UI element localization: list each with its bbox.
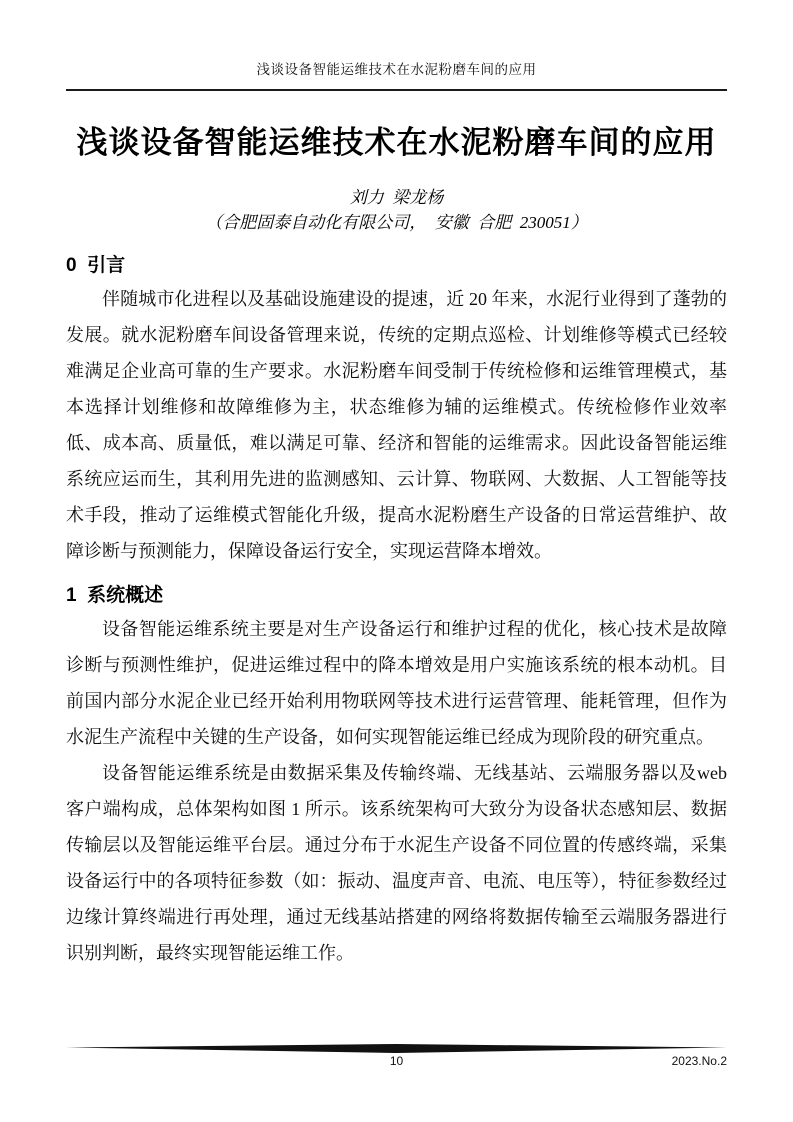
paragraph-system-overview-1: 设备智能运维系统主要是对生产设备运行和维护过程的优化，核心技术是故障诊断与预测性维护，促进运维过程中的降本增效是用户实施该系统的根本动机。目前国内部分水泥企业已经开始利用物联网等技术进行运营管理、能耗管理，但作为水泥生产流程中关键的生产设备，如何实现智能运维已经成为现阶段的研究重点。 — [66, 619, 727, 747]
paragraph-introduction: 伴随城市化进程以及基础设施建设的提速，近 20 年来，水泥行业得到了蓬勃的发展。就水泥粉磨车间设备管理来说，传统的定期点巡检、计划维修等模式已经较难满足企业高可靠的生产要求。水泥粉磨车间受制于传统检修和运维管理模式，基本选择计划维修和故障维修为主，状态维修为辅的运维模式。传统检修作业效率低、成本高、质量低，难以满足可靠、经济和智能的运维需求。因此设备智能运维系统应运而生，其利用先进的监测感知、云计算、物联网、大数据、人工智能等技术手段，推动了运维模式智能化升级，提高水泥粉磨生产设备的日常运营维护、故障诊断与预测能力，保障设备运行安全，实现运营降本增效。 — [66, 289, 727, 561]
running-title: 浅谈设备智能运维技术在水泥粉磨车间的应用 — [256, 62, 537, 77]
page-number: 10 — [389, 1054, 404, 1068]
issue-label: 2023.No.2 — [671, 1054, 727, 1068]
section-heading-system-overview: 1 系统概述 — [66, 585, 164, 606]
footer-rule — [66, 1044, 727, 1053]
header-rule — [66, 89, 727, 91]
page-footer — [66, 1044, 727, 1072]
paragraph-system-overview-2: 设备智能运维系统是由数据采集及传输终端、无线基站、云端服务器以及web 客户端构成，总体架构如图 1 所示。该系统架构可大致分为设备状态感知层、数据传输层以及智能运维平台层。通过分布于水泥生产设备不同位置的传感终端，采集设备运行中的各项特征参数（如：振动、温度声音、电流、电压等），特征参数经过边缘计算终端进行再处理，通过无线基站搭建的网络将数据传输至云端服务器进行识别判断，最终实现智能运维工作。 — [66, 763, 727, 963]
authors-line: 刘力 梁龙杨 — [349, 188, 444, 207]
paper-title: 浅谈设备智能运维技术在水泥粉磨车间的应用 — [76, 125, 717, 160]
affiliation-line: （合肥固泰自动化有限公司， 安徽 合肥 230051） — [205, 213, 588, 232]
section-heading-introduction: 0 引言 — [66, 255, 126, 276]
